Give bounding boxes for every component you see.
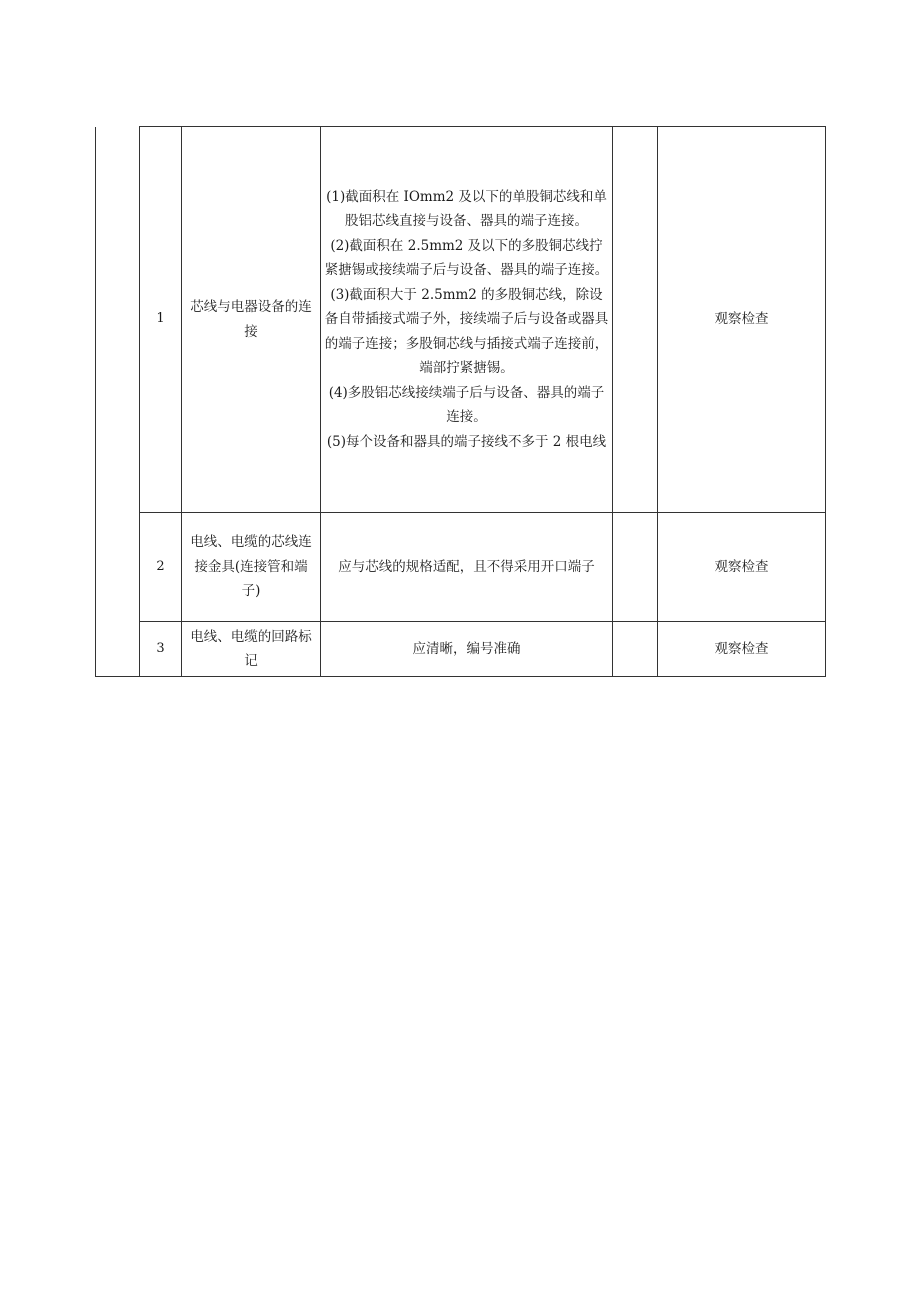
- item-name-text: 电线、电缆的回路标记: [190, 628, 312, 669]
- table-row: [96, 127, 826, 513]
- inspection-method: 观察检查: [658, 513, 826, 622]
- requirement-text: 应与芯线的规格适配，且不得采用开口端子: [338, 558, 595, 575]
- item-name: [182, 622, 321, 677]
- item-name-text: 电线、电缆的芯线连接金具(连接管和端子): [190, 534, 312, 600]
- requirement-line: (4)多股铝芯线接续端子后与设备、器具的端子连接。: [328, 384, 605, 426]
- requirement-line: (5)每个设备和器具的端子接线不多于 2 根电线: [326, 433, 607, 450]
- requirement-cell: [321, 127, 613, 513]
- outer-category-cell: [96, 127, 140, 677]
- item-name: [182, 127, 321, 513]
- result-cell: [613, 127, 658, 513]
- table-row: [96, 622, 826, 677]
- row-number: 3: [140, 622, 182, 677]
- requirement-cell: [321, 513, 613, 622]
- inspection-method: 观察检查: [658, 622, 826, 677]
- result-cell: [613, 622, 658, 677]
- item-name-text: 芯线与电器设备的连接: [190, 299, 312, 340]
- inspection-table: [95, 126, 826, 677]
- requirement-text: 应清晰，编号准确: [412, 640, 521, 657]
- requirement-line: (3)截面积大于 2.5mm2 的多股铜芯线，除设备自带插接式端子外，接续端子后与设备或器具的端子连接；多股铜芯线与插接式端子连接前，端部拧紧搪锡。: [324, 286, 609, 377]
- item-name: [182, 513, 321, 622]
- requirement-line: (1)截面积在 IOmm2 及以下的单股铜芯线和单股铝芯线直接与设备、器具的端子连接。: [326, 188, 607, 230]
- requirement-cell: [321, 622, 613, 677]
- table-row: [96, 513, 826, 622]
- requirement-line: (2)截面积在 2.5mm2 及以下的多股铜芯线拧紧搪锡或接续端子后与设备、器具的端子连接。: [324, 237, 609, 279]
- row-number: 2: [140, 513, 182, 622]
- result-cell: [613, 513, 658, 622]
- inspection-method: 观察检查: [658, 127, 826, 513]
- row-number: 1: [140, 127, 182, 513]
